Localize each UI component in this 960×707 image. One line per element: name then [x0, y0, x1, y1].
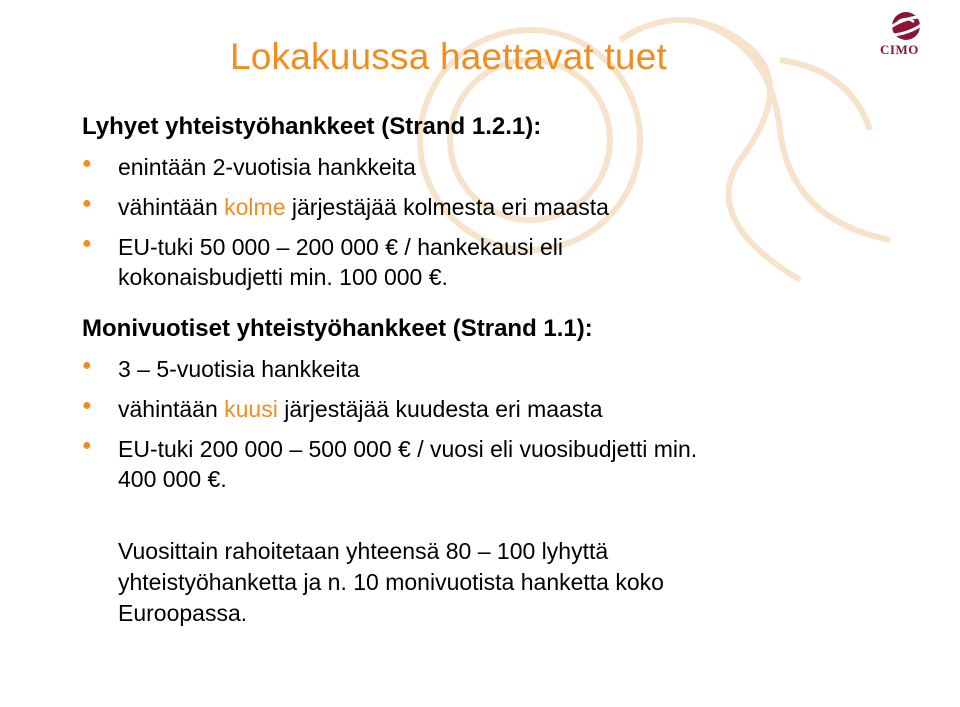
- section-heading-short-projects: Lyhyet yhteistyöhankkeet (Strand 1.2.1):: [82, 113, 542, 140]
- logo-text: CIMO: [880, 42, 919, 57]
- list-item-text: vähintään kolme järjestäjää kolmesta eri maasta: [118, 194, 609, 220]
- bullet-icon: ●: [82, 155, 92, 172]
- highlight-text: kolme: [224, 194, 286, 220]
- highlight-text: kuusi: [224, 396, 278, 422]
- bullet-icon: ●: [82, 235, 92, 252]
- summary-paragraph: Vuosittain rahoitetaan yhteensä 80 – 100 lyhyttä yhteistyöhanketta ja n. 10 monivuotista hanketta koko Euroopassa.: [118, 538, 664, 626]
- list-item-text: EU-tuki 50 000 – 200 000 € / hankekausi eli kokonaisbudjetti min. 100 000 €.: [118, 234, 563, 290]
- bullet-icon: ●: [82, 195, 92, 212]
- slide-title: Lokakuussa haettavat tuet: [230, 36, 667, 77]
- bullet-icon: ●: [82, 357, 92, 374]
- bullet-icon: ●: [82, 397, 92, 414]
- list-item-text: enintään 2-vuotisia hankkeita: [118, 154, 416, 180]
- bullet-icon: ●: [82, 437, 92, 454]
- section-heading-multiyear-projects: Monivuotiset yhteistyöhankkeet (Strand 1.1):: [82, 315, 593, 342]
- list-item-text: EU-tuki 200 000 – 500 000 € / vuosi eli vuosibudjetti min. 400 000 €.: [118, 436, 698, 492]
- list-item-text: 3 – 5-vuotisia hankkeita: [118, 356, 360, 382]
- list-item-text: vähintään kuusi järjestäjää kuudesta eri maasta: [118, 396, 603, 422]
